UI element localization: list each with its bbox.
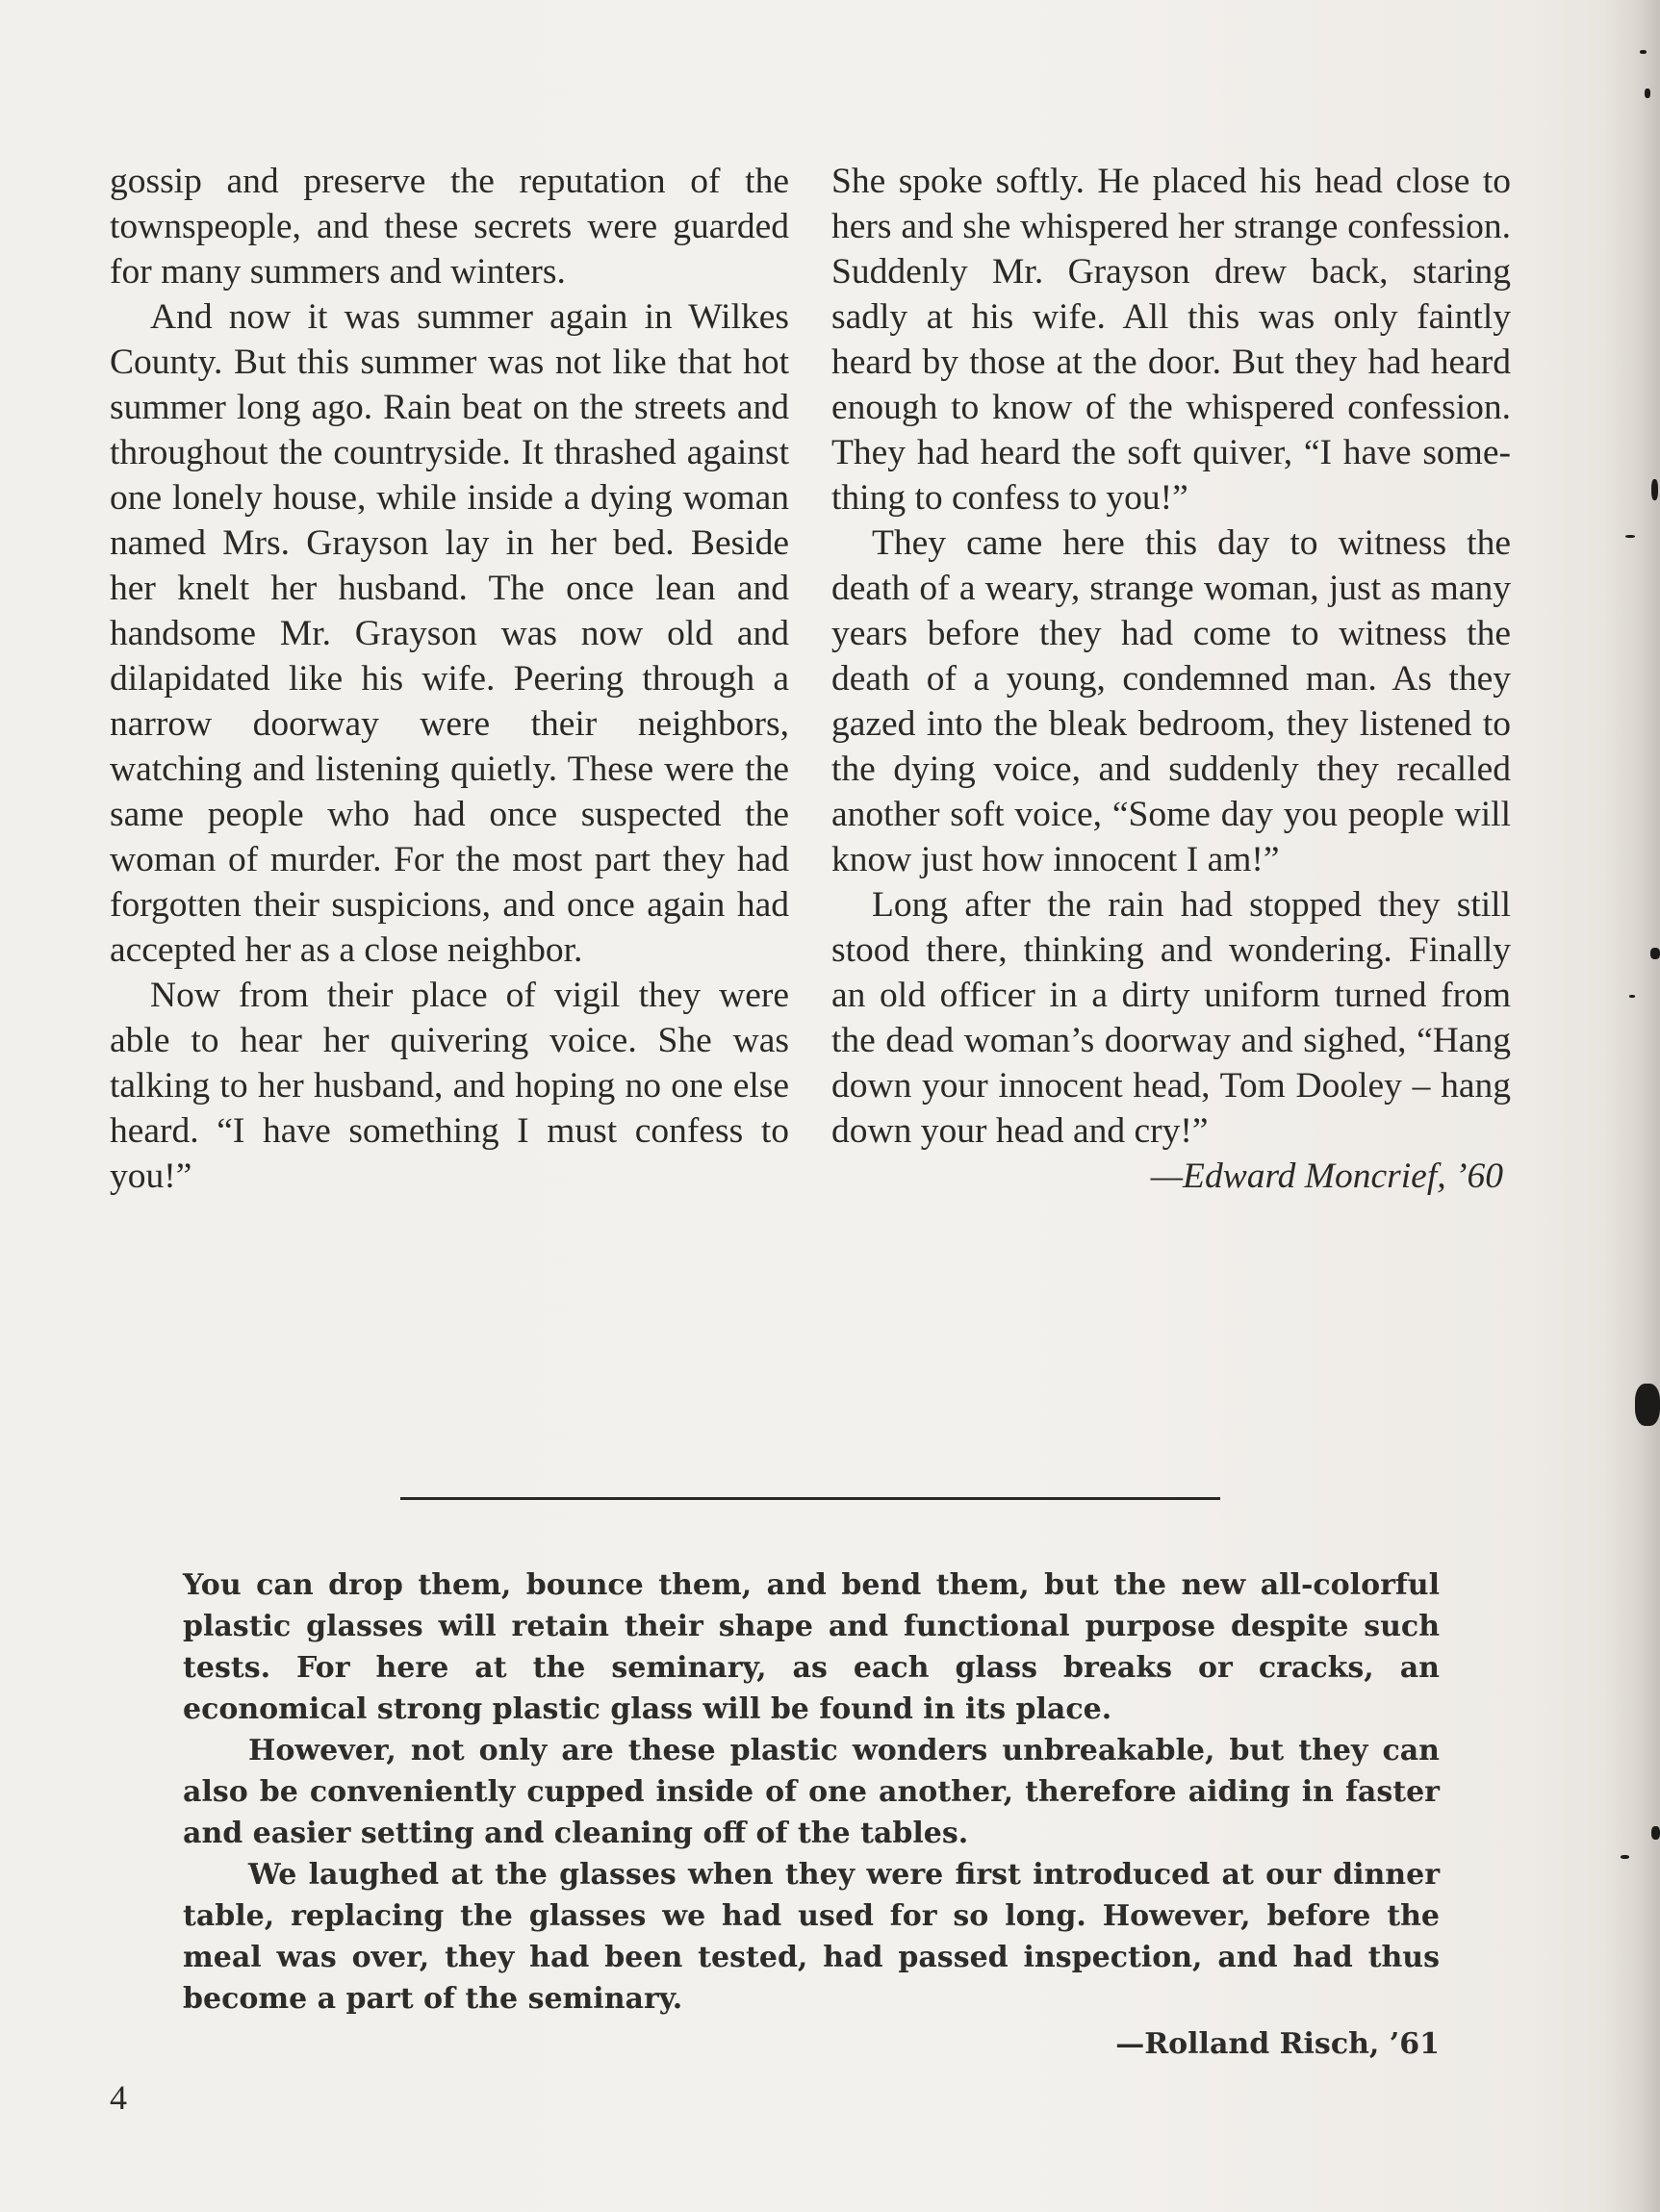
binding-mark [1621, 1855, 1629, 1859]
plastic-glasses-article [183, 1564, 1440, 2065]
binding-mark [1629, 995, 1635, 998]
binding-mark [1635, 1384, 1660, 1426]
story-paragraph: She spoke softly. He placed his head close to hers and she whispered her strange confession. Suddenly Mr. Grayson drew back, staring sadly at his wife. All this was only faintly heard by those at the door. But they had heard enough to know of the whispered confession. They had heard the soft quiver, “I have something to confess to you!” [831, 162, 1511, 518]
section-divider [400, 1497, 1220, 1500]
article-paragraph: You can drop them, bounce them, and bend them, but the new all-colorful plastic glasses will retain their shape and functional purpose despite such tests. For here at the seminary, as each glass breaks or cracks, an economical strong plastic glass will be found in its place. [183, 1568, 1440, 1726]
story-paragraph: And now it was summer again in Wilkes County. But this summer was not like that hot summer long ago. Rain beat on the streets and throughout the countryside. It thrashed against one lonely house, while inside a dying woman named Mrs. Grayson lay in her bed. Beside her knelt her husband. The once lean and handsome Mr. Grayson was now old and dilapidated like his wife. Peering through a narrow doorway were their neighbors, watching and listening quietly. These were the same people who had once suspected the woman of murder. For the most part they had forgotten their suspicions, and once again had accepted her as a close neighbor. [110, 297, 789, 970]
story-left-column [110, 159, 789, 1199]
story-signature: —Edward Moncrief, ’60 [1150, 1157, 1503, 1196]
story-paragraph: Long after the rain had stopped they still stood there, thinking and wondering. Finally an old officer in a dirty uniform turned from the dead woman’s doorway and sighed, “Hang down your innocent head, Tom Dooley – hang down your head and cry!” [831, 885, 1511, 1151]
story-paragraph: They came here this day to witness the death of a weary, strange woman, just as many years before they had come to witness the death of a young, condemned man. As they gazed into the bleak bedroom, they listened to the dying voice, and suddenly they recalled another soft voice, “Some day you people will know just how innocent I am!” [831, 523, 1511, 879]
article-paragraph: However, not only are these plastic wonders unbreakable, but they can also be conveniently cupped inside of one another, therefore aiding in faster and easier setting and cleaning off of the tables. [183, 1734, 1440, 1850]
story-paragraph: Now from their place of vigil they were able to hear her quivering voice. She was talking to her husband, and hoping no one else heard. “I have something I must confess to you!” [110, 976, 789, 1196]
page-number: 4 [110, 2078, 127, 2117]
story-paragraph: gossip and preserve the reputation of the townspeople, and these secrets were guarded for many summers and winters. [110, 162, 789, 292]
article-byline: —Rolland Risch, ’61 [1115, 2027, 1440, 2061]
binding-mark [1650, 948, 1660, 959]
binding-mark [1651, 1826, 1660, 1840]
binding-mark [1651, 479, 1658, 500]
binding-edge-shadow [1602, 0, 1660, 2212]
article-paragraph: We laughed at the glasses when they were first introduced at our dinner table, replacing the glasses we had used for so long. However, before the meal was over, they had been tested, had passed inspection, and had thus become a part of the seminary. [183, 1858, 1440, 2016]
story-right-column [831, 159, 1511, 1199]
binding-mark [1645, 89, 1650, 98]
binding-mark [1625, 535, 1635, 538]
binding-mark [1640, 50, 1647, 54]
